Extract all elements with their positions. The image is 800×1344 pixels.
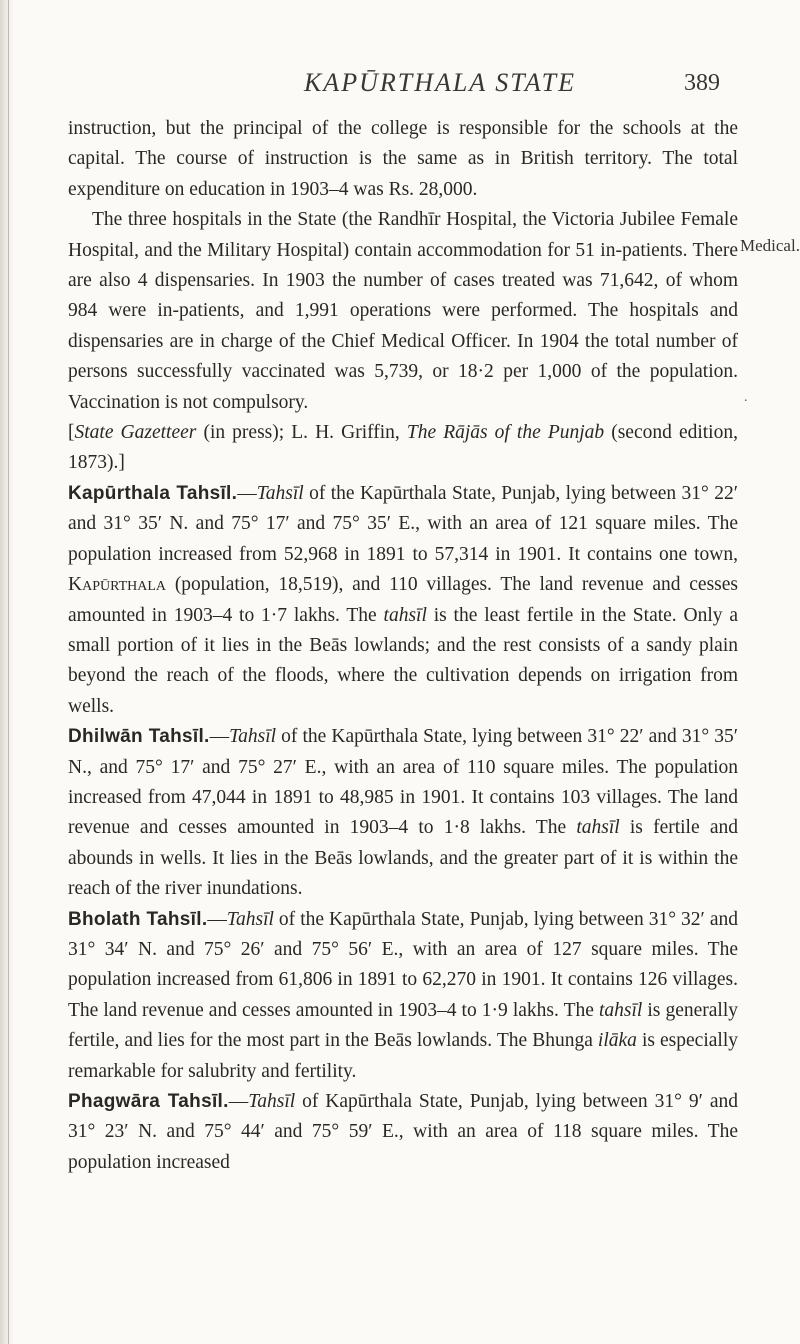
running-title: KAPŪRTHALA STATE (303, 68, 577, 97)
entry-text: is generally fertile, and lies for the most part in the Beās lowlands. The Bhunga (68, 999, 738, 1052)
entry-heading: Phagwāra Tahsīl. (68, 1091, 229, 1112)
entry-text: is fertile and abounds in wells. It lies in the Beās lowlands, and the greater part of it is within the reach of the river inundations. (68, 817, 738, 900)
entry-heading: Dhilwān Tahsīl. (68, 726, 210, 748)
entry-heading: Bholath Tahsīl. (68, 908, 208, 930)
entry-italic-tahsil: Tahsīl (229, 726, 277, 748)
entry-text: is especially remarkable for salubrity and fertility. (68, 1030, 738, 1082)
reference-text-end: (second edition, 1873).] (68, 422, 738, 474)
paragraph-references (68, 418, 738, 479)
reference-rajas: The Rājās of the Punjab (406, 422, 605, 444)
paragraph-education: instruction, but the principal of the college is responsible for the schools at the capital. The course of instruction is the same as in British territory. The total expenditure on education in 1903–4 was Rs. 28,000. (68, 118, 738, 200)
entry-text: of Kapūrthala State, Punjab, lying between 31° 9′ and 31° 23′ N. and 75° 44′ and 75° 59′ E., with an area of 118 square miles. The population increased (68, 1091, 738, 1173)
entry-town-name: Kapūrthala (68, 574, 167, 596)
entry-dash: — (209, 726, 230, 748)
body-text (68, 114, 738, 1178)
page-gutter-shadow (0, 0, 14, 1344)
entry-dash: — (237, 482, 257, 504)
entry-italic-tahsil: tahsīl (383, 604, 427, 626)
entry-heading: Kapūrthala Tahsīl. (68, 482, 238, 504)
entry-text: of the Kapūrthala State, Punjab, lying between 31° 32′ and 31° 34′ N. and 75° 26′ and 75° 56′ E., with an area of 127 square miles. The population increased from 61,806 in 1891 to 62,270 in 1901. It contains 126 villages. The land revenue and cesses amounted in 1903–4 to 1·9 lakhs. The (68, 908, 739, 1021)
binding-edge (8, 0, 9, 1344)
entry-dhilwan-tahsil (68, 722, 738, 904)
stray-mark: . (744, 390, 748, 405)
entry-text: is the least fertile in the State. Only a small portion of it lies in the Beās lowlands; and the rest consists of a sandy plain beyond the reach of the floods, where the cultivation depends on irrigation from wells. (68, 604, 738, 717)
paragraph-medical: The three hospitals in the State (the Randhīr Hospital, the Victoria Jubilee Female Hospital, and the Military Hospital) contain accommodation for 51 in-patients. There are also 4 dispensaries. In 1903 the number of cases treated was 71,642, of whom 984 were in-patients, and 1,991 operations were performed. The hospitals and dispensaries are in charge of the Chief Medical Officer. In 1904 the total number of persons successfully vaccinated was 5,739, or 18·2 per 1,000 of the population. Vaccination is not compulsory. (68, 209, 738, 413)
entry-italic-tahsil: Tahsīl (256, 482, 304, 504)
entry-italic-tahsil: tahsīl (598, 999, 643, 1021)
entry-bholath-tahsil (68, 905, 738, 1087)
entry-italic-tahsil: tahsīl (576, 817, 620, 839)
entry-dash: — (207, 908, 227, 930)
page-number: 389 (684, 70, 720, 96)
entry-italic-tahsil: Tahsīl (226, 908, 274, 930)
entry-italic-ilaka: ilāka (597, 1030, 637, 1052)
bracket-open: [ (68, 422, 75, 444)
entry-italic-tahsil: Tahsīl (248, 1091, 296, 1112)
entry-text: (population, 18,519), and 110 villages. The land revenue and cesses amounted in 1903–4 to 1·7 lakhs. The (68, 574, 738, 626)
reference-text: (in press); L. H. Griffin, (196, 422, 407, 444)
entry-text: of the Kapūrthala State, lying between 31° 22′ and 31° 35′ N., and 75° 17′ and 75° 27′ E., with an area of 110 square miles. The population increased from 47,044 in 1891 to 48,985 in 1901. It contains 103 villages. The land revenue and cesses amounted in 1903–4 to 1·8 lakhs. The (68, 726, 738, 839)
entry-kapurthala-tahsil (68, 479, 738, 722)
margin-note-medical: Medical. (740, 236, 800, 255)
entry-dash: — (228, 1091, 249, 1112)
entry-phagwara-tahsil (68, 1087, 738, 1178)
entry-text: of the Kapūrthala State, Punjab, lying between 31° 22′ and 31° 35′ N. and 75° 17′ and 75° 35′ E., with an area of 121 square miles. The population increased from 52,968 in 1891 to 57,314 in 1901. It contains one town, (68, 482, 738, 565)
page-header (160, 68, 720, 104)
reference-gazetteer: State Gazetteer (74, 422, 197, 444)
